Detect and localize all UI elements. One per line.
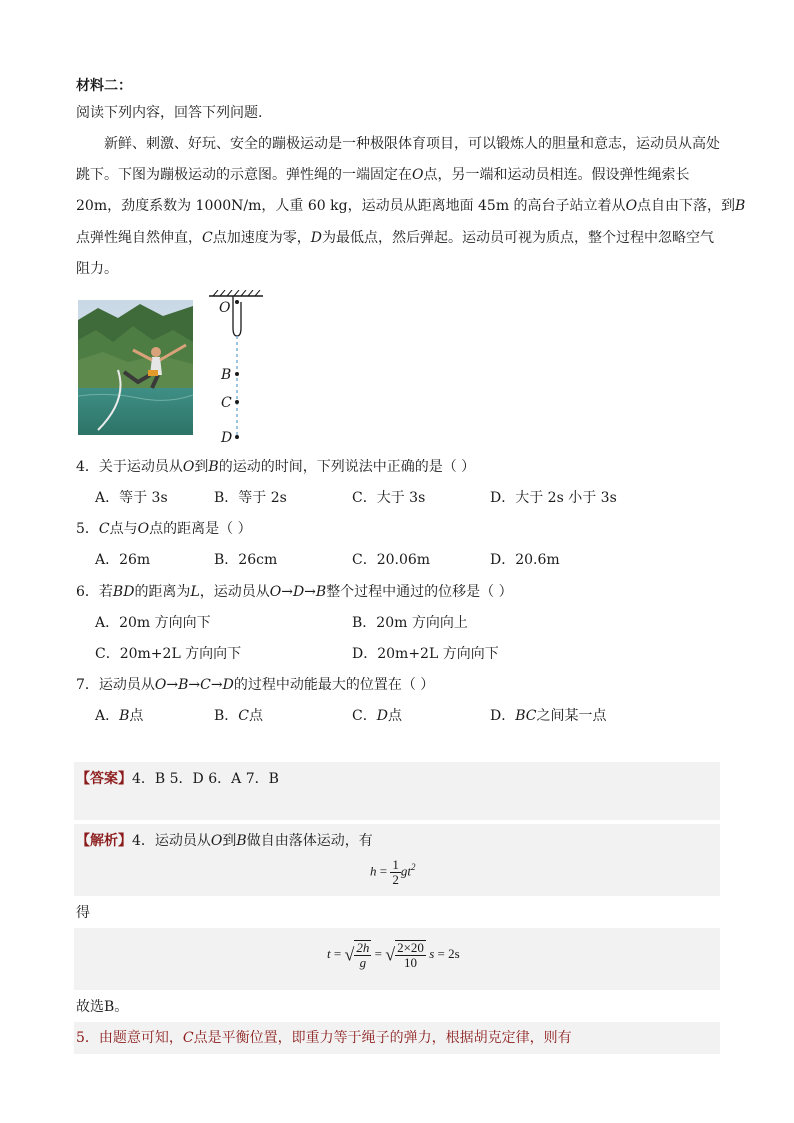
material-heading: 材料二： xyxy=(76,78,132,94)
q7-option-d: D．BC之间某一点 xyxy=(490,708,607,724)
bungee-diagram xyxy=(205,290,275,440)
de-text: 得 xyxy=(76,905,90,921)
answer-line xyxy=(76,769,279,789)
q7-option-b: B．C点 xyxy=(214,708,264,724)
q6-option-b: B．20m 方向向上 xyxy=(352,615,468,631)
analysis-q5-line: 5．由题意可知，C点是平衡位置，即重力等于绳子的弹力，根据胡克定律，则有 xyxy=(76,1030,572,1046)
q6-option-a: A．20m 方向向下 xyxy=(95,615,211,631)
q4-option-b: B．等于 2s xyxy=(214,490,287,506)
diagram-label-c: C xyxy=(221,395,232,411)
q4-option-a: A．等于 3s xyxy=(95,490,168,506)
q6-option-c: C．20m+2L 方向向下 xyxy=(95,646,242,662)
q6-option-d: D．20m+2L 方向向下 xyxy=(352,646,499,662)
answer-text: 4．B 5．D 6．A 7．B xyxy=(132,771,279,787)
paragraph-line-2: 跳下。下图为蹦极运动的示意图。弹性绳的一端固定在O点，另一端和运动员相连。假设弹性绳索长 xyxy=(76,167,690,183)
bungee-photo xyxy=(78,300,193,435)
formula-free-fall: h = $\frac{1}{2}$ $gt^2$ xyxy=(370,857,416,887)
question-5-stem: 5．C点与O点的距离是（ ） xyxy=(76,521,252,537)
analysis-q4-line: 【解析】4．运动员从O到B做自由落体运动，有 xyxy=(76,833,373,849)
q5-option-c: C．20.06m xyxy=(352,552,431,568)
question-7-stem: 7．运动员从O→B→C→D的过程中动能最大的位置在（ ） xyxy=(76,677,435,693)
q7-option-c: C．D点 xyxy=(352,708,402,724)
instruction-text: 阅读下列内容，回答下列问题. xyxy=(76,105,263,121)
diagram-label-o: O xyxy=(219,300,231,316)
paragraph-line-3: 20m，劲度系数为 1000N/m，人重 60 kg，运动员从距离地面 45m 的高台子站立着从O点自由下落，到B xyxy=(76,198,746,214)
answer-tag: 【答案】 xyxy=(76,771,132,787)
q5-option-b: B．26cm xyxy=(214,552,278,568)
q7-option-a: A．B点 xyxy=(95,708,144,724)
analysis-tag: 【解析】 xyxy=(76,833,132,849)
q4-option-d: D．大于 2s 小于 3s xyxy=(490,490,617,506)
q5-option-a: A．26m xyxy=(95,552,151,568)
diagram-label-d: D xyxy=(221,430,233,446)
question-4-stem: 4．关于运动员从O到B的运动的时间，下列说法中正确的是（ ） xyxy=(76,459,476,475)
diagram-label-b: B xyxy=(221,367,232,383)
formula-time: t = √ $\frac{2h}{g}$ = √ $\frac{2\times 20}{10}$ s = 2s xyxy=(327,940,460,970)
q5-option-d: D．20.6m xyxy=(490,552,560,568)
paragraph-line-1: 新鲜、刺激、好玩、安全的蹦极运动是一种极限体育项目，可以锻炼人的胆量和意志，运动员从高处 xyxy=(104,136,720,152)
paragraph-line-5: 阻力。 xyxy=(76,261,118,277)
paragraph-line-4: 点弹性绳自然伸直，C点加速度为零，D为最低点，然后弹起。运动员可视为质点，整个过程中忽略空气 xyxy=(76,230,714,246)
question-6-stem: 6．若BD的距离为L，运动员从O→D→B整个过程中通过的位移是（ ） xyxy=(76,584,513,600)
conclusion-text: 故选B。 xyxy=(76,999,129,1015)
q4-option-c: C．大于 3s xyxy=(352,490,426,506)
